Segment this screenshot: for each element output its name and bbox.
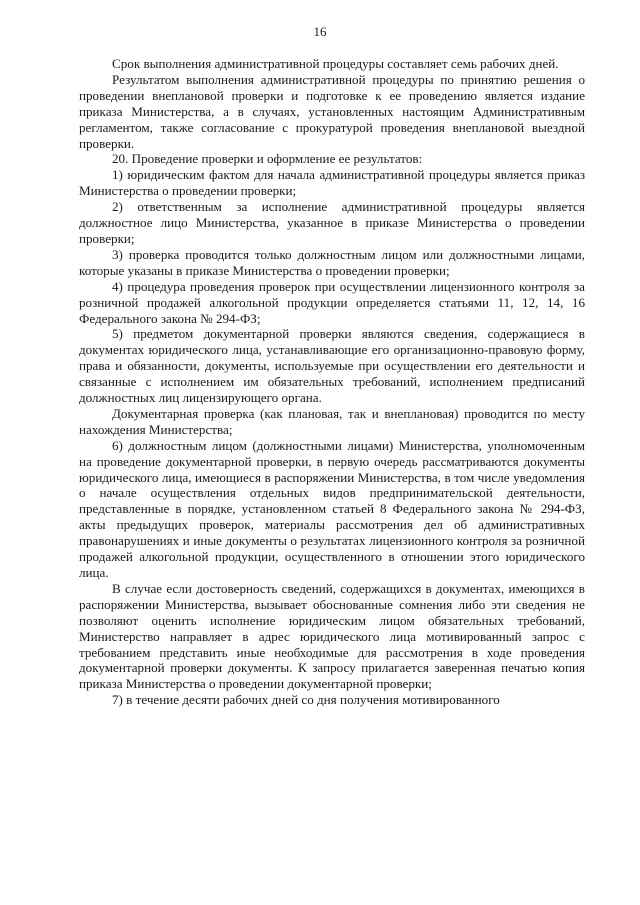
paragraph-6: 3) проверка проводится только должностным лицом или должностными лицами, которые указаны в приказе Министерства о проведении проверки; <box>79 246 585 278</box>
paragraph-11: В случае если достоверность сведений, содержащихся в документах, имеющихся в распоряжении Министерства, вызывает обоснованные сомнения либо эти сведения не позволяют оценить исполнение юридическим лицом обязательных требований, Министерство направляет в адрес юридического лица мотивированный запрос с требованием представить иные необходимые для рассмотрения в ходе проведения документарной проверки документы. К запросу прилагается заверенная печатью копия приказа Министерства о проведении документарной проверки; <box>79 580 585 692</box>
paragraph-1: Срок выполнения административной процедуры составляет семь рабочих дней. <box>112 56 559 71</box>
paragraph-4: 1) юридическим фактом для начала административной процедуры является приказ Министерства о проведении проверки; <box>79 167 585 199</box>
paragraph-5: 2) ответственным за исполнение административной процедуры является должностное лицо Министерства, указанное в приказе Министерства о проведении проверки; <box>79 199 585 246</box>
page-number: 16 <box>313 24 327 39</box>
paragraph-7: 4) процедура проведения проверок при осуществлении лицензионного контроля за розничной продажей алкогольной продукции определяется статьями 11, 12, 14, 16 Федерального закона № 294-ФЗ; <box>79 278 585 326</box>
paragraph-3: 20. Проведение проверки и оформление ее результатов: <box>112 151 423 167</box>
document-body <box>79 56 585 708</box>
paragraph-2: Результатом выполнения административной процедуры по принятию решения о проведении внеплановой проверки и подготовке к ее проведению является издание приказа Министерства, а в случаях, установленных настоящим Административным регламентом, также согласование с прокуратурой проведения внеплановой выездной проверки. <box>79 71 585 151</box>
paragraph-10: 6) должностным лицом (должностными лицами) Министерства, уполномоченным на проведение документарной проверки, в первую очередь рассматриваются документы юридического лица, имеющиеся в распоряжении Министерства, в том числе уведомления о начале осуществления отдельных видов предпринимательской деятельности, представленные в порядке, установленном статьей 8 Федерального закона № 294-ФЗ, акты предыдущих проверок, материалы рассмотрения дел об административных правонарушениях и иные документы о результатах лицензионного контроля за розничной продажей алкогольной продукции, осуществленного в отношении этого юридического лица. <box>79 437 585 580</box>
paragraph-8: 5) предметом документарной проверки являются сведения, содержащиеся в документах юридического лица, устанавливающие его организационно-правовую форму, права и обязанности, документы, используемые при осуществлении его деятельности и связанные с исполнением им обязательных требований, исполнением предписаний должностных лиц лицензирующего органа. <box>79 326 585 406</box>
paragraph-9: Документарная проверка (как плановая, так и внеплановая) проводится по месту нахождения Министерства; <box>79 405 585 437</box>
paragraph-12: 7) в течение десяти рабочих дней со дня получения мотивированного <box>112 692 500 708</box>
